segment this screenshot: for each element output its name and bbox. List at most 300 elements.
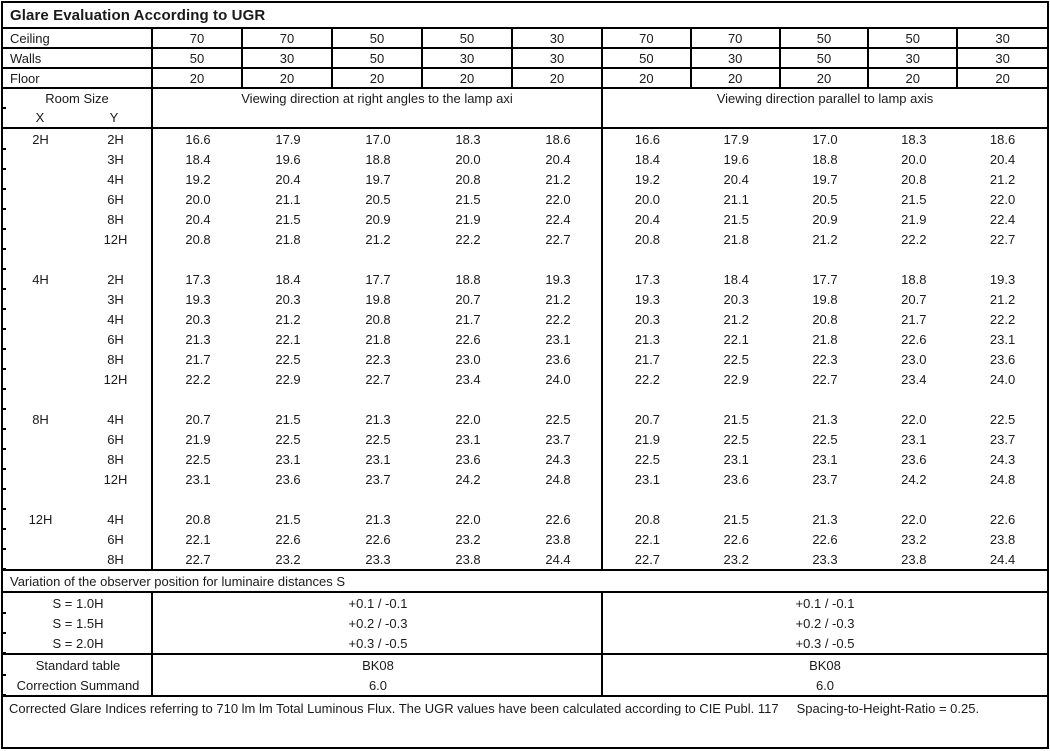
surface-label: Walls	[3, 49, 153, 67]
ugr-value-cell: 22.2	[634, 371, 661, 387]
ugr-value-cell: 20.8	[365, 311, 391, 327]
ugr-value-cell: 24.4	[989, 551, 1016, 567]
surface-value-cell: 50	[603, 49, 692, 67]
y-size-cell: 12H	[103, 371, 128, 387]
surface-value-cell: 20	[781, 69, 870, 87]
x-size-cell	[3, 549, 78, 569]
ugr-value-cell: 18.6	[989, 131, 1016, 147]
ugr-value-cell: 22.1	[185, 531, 211, 547]
ugr-value-cell: 20.0	[185, 191, 211, 207]
column-header-row	[3, 89, 1047, 129]
x-size-cell: 2H	[32, 131, 49, 147]
ugr-value-cell: 21.3	[812, 411, 838, 427]
x-size-cell	[3, 289, 78, 309]
ugr-value-cell: 19.6	[723, 151, 749, 167]
ugr-value-cell: 20.8	[185, 511, 211, 527]
ugr-value-cell: 24.2	[455, 471, 481, 487]
ugr-value-cell: 21.3	[634, 331, 661, 347]
ugr-table-row	[3, 269, 1047, 289]
ugr-value-cell: 23.7	[545, 431, 571, 447]
xy-axis-labels	[3, 108, 151, 127]
surface-label: Floor	[3, 69, 153, 87]
s-correction-left: +0.2 / -0.3	[348, 615, 408, 631]
ugr-value-cell: 21.9	[185, 431, 211, 447]
ugr-value-cell: 20.9	[812, 211, 838, 227]
ugr-value-cell: 21.2	[545, 291, 571, 307]
ugr-value-cell: 19.8	[812, 291, 838, 307]
surface-value-cell: 20	[153, 69, 243, 87]
ugr-value-cell: 23.2	[901, 531, 927, 547]
ugr-value-cell: 23.1	[989, 331, 1016, 347]
ugr-value-cell: 23.6	[455, 451, 481, 467]
ugr-table-row	[3, 429, 1047, 449]
ugr-value-cell: 23.4	[901, 371, 927, 387]
x-size-cell	[3, 369, 78, 389]
ugr-value-cell: 21.1	[723, 191, 749, 207]
ugr-value-cell: 22.5	[723, 351, 749, 367]
surface-value-cell: 20	[243, 69, 333, 87]
ugr-value-cell: 20.3	[723, 291, 749, 307]
y-size-cell: 4H	[107, 511, 124, 527]
ugr-value-cell: 23.1	[901, 431, 927, 447]
y-size-cell: 8H	[107, 551, 124, 567]
ugr-value-cell: 19.2	[185, 171, 211, 187]
observer-distance-row	[3, 593, 1047, 613]
ugr-value-cell: 21.7	[455, 311, 481, 327]
y-size-cell: 3H	[107, 291, 124, 307]
ugr-table-row	[3, 529, 1047, 549]
ugr-value-cell: 21.5	[275, 211, 301, 227]
ugr-value-cell: 21.5	[455, 191, 481, 207]
summary-value-left: 6.0	[368, 677, 388, 693]
x-size-cell	[3, 429, 78, 449]
ugr-value-cell: 23.2	[455, 531, 481, 547]
ugr-value-cell: 19.7	[365, 171, 391, 187]
ugr-value-cell: 21.5	[723, 411, 749, 427]
ugr-value-cell: 20.7	[455, 291, 481, 307]
y-size-cell: 4H	[107, 411, 124, 427]
surface-value-cell: 50	[333, 49, 423, 67]
x-size-cell: 4H	[32, 271, 49, 287]
spacer-row	[3, 389, 1047, 409]
ugr-value-cell: 20.3	[185, 311, 211, 327]
ugr-value-cell: 22.5	[275, 431, 301, 447]
s-correction-right: +0.3 / -0.5	[795, 635, 855, 651]
surface-value-cell: 70	[243, 29, 333, 47]
ugr-value-cell: 20.3	[634, 311, 661, 327]
ugr-value-cell: 17.7	[365, 271, 391, 287]
ugr-table-row	[3, 189, 1047, 209]
x-size-cell	[3, 329, 78, 349]
ugr-value-cell: 20.8	[455, 171, 481, 187]
surface-value-cell: 50	[333, 29, 423, 47]
ugr-value-cell: 20.8	[812, 311, 838, 327]
x-size-cell	[3, 529, 78, 549]
ugr-value-cell: 21.3	[812, 511, 838, 527]
ugr-value-cell: 23.1	[185, 471, 211, 487]
ugr-value-cell: 19.7	[812, 171, 838, 187]
variation-row: Variation of the observer position for luminaire distances S	[3, 569, 1047, 593]
observer-distance-row	[3, 633, 1047, 653]
viewing-right-angles-header: Viewing direction at right angles to the lamp axi	[153, 89, 603, 127]
ugr-value-cell: 24.8	[989, 471, 1016, 487]
y-size-cell: 6H	[107, 531, 124, 547]
ugr-value-cell: 21.2	[989, 291, 1016, 307]
ugr-value-cell: 23.4	[455, 371, 481, 387]
room-size-label: Room Size	[45, 91, 109, 106]
ugr-value-cell: 23.1	[634, 471, 661, 487]
ugr-value-cell: 23.2	[275, 551, 301, 567]
ugr-value-cell: 22.7	[812, 371, 838, 387]
ugr-value-cell: 23.8	[989, 531, 1016, 547]
ugr-value-cell: 20.8	[901, 171, 927, 187]
x-size-cell	[3, 349, 78, 369]
ugr-value-cell: 22.7	[365, 371, 391, 387]
s-distance-label: S = 1.5H	[52, 615, 104, 631]
ugr-table-row	[3, 469, 1047, 489]
summary-value-left: BK08	[362, 657, 394, 673]
ugr-value-cell: 23.3	[812, 551, 838, 567]
observer-distance-row	[3, 613, 1047, 633]
spacer-row	[3, 489, 1047, 509]
surface-value-cell: 70	[603, 29, 692, 47]
ugr-value-cell: 20.7	[185, 411, 211, 427]
ugr-value-cell: 21.3	[365, 511, 391, 527]
ugr-value-cell: 21.5	[723, 211, 749, 227]
ugr-value-cell: 23.3	[365, 551, 391, 567]
ugr-value-cell: 18.8	[365, 151, 391, 167]
ugr-value-cell: 21.8	[812, 331, 838, 347]
ugr-value-cell: 22.7	[634, 551, 661, 567]
ugr-value-cell: 20.7	[901, 291, 927, 307]
ugr-value-cell: 22.6	[275, 531, 301, 547]
summary-label: Standard table	[35, 657, 121, 673]
ugr-value-cell: 22.5	[634, 451, 661, 467]
ugr-table-row	[3, 329, 1047, 349]
ugr-value-cell: 22.6	[989, 511, 1016, 527]
ugr-value-cell: 21.8	[365, 331, 391, 347]
y-size-cell: 2H	[107, 271, 124, 287]
x-size-cell: 8H	[32, 411, 49, 427]
room-size-header	[3, 89, 153, 127]
ugr-value-cell: 23.6	[545, 351, 571, 367]
ugr-value-cell: 17.3	[185, 271, 211, 287]
ugr-table-row	[3, 149, 1047, 169]
ugr-value-cell: 22.3	[812, 351, 838, 367]
ugr-value-cell: 24.8	[545, 471, 571, 487]
ugr-value-cell: 22.1	[275, 331, 301, 347]
ugr-values-table	[3, 129, 1047, 569]
ugr-value-cell: 22.0	[545, 191, 571, 207]
ugr-table-row	[3, 309, 1047, 329]
ugr-value-cell: 18.8	[812, 151, 838, 167]
ugr-value-cell: 17.3	[634, 271, 661, 287]
surface-value-cell: 20	[692, 69, 781, 87]
ugr-value-cell: 22.5	[365, 431, 391, 447]
y-size-cell: 4H	[107, 311, 124, 327]
ugr-value-cell: 21.7	[185, 351, 211, 367]
surface-value-cell: 50	[423, 29, 513, 47]
ugr-value-cell: 20.0	[634, 191, 661, 207]
ugr-value-cell: 19.8	[365, 291, 391, 307]
ugr-table-row	[3, 369, 1047, 389]
ugr-value-cell: 22.0	[455, 511, 481, 527]
s-distance-label: S = 2.0H	[52, 635, 104, 651]
summary-value-right: 6.0	[815, 677, 835, 693]
ugr-value-cell: 19.3	[634, 291, 661, 307]
x-size-cell: 12H	[28, 511, 53, 527]
x-size-cell	[3, 149, 78, 169]
ugr-value-cell: 20.4	[545, 151, 571, 167]
ugr-value-cell: 22.0	[901, 411, 927, 427]
x-size-cell	[3, 469, 78, 489]
x-size-cell	[3, 309, 78, 329]
surface-value-cell: 20	[423, 69, 513, 87]
ugr-value-cell: 18.3	[901, 131, 927, 147]
spacer-row	[3, 249, 1047, 269]
ugr-value-cell: 22.7	[185, 551, 211, 567]
ugr-value-cell: 22.9	[723, 371, 749, 387]
y-axis-label: Y	[109, 110, 119, 125]
y-size-cell: 8H	[107, 211, 124, 227]
ugr-table-row	[3, 409, 1047, 429]
ugr-value-cell: 19.3	[545, 271, 571, 287]
s-correction-left: +0.3 / -0.5	[348, 635, 408, 651]
surface-value-cell: 20	[995, 70, 1010, 86]
ugr-value-cell: 23.0	[455, 351, 481, 367]
footer-note: Corrected Glare Indices referring to 710 lm lm Total Luminous Flux. The UGR values have been calculated according to CIE Publ. 117 Spacing-to-Height-Ratio = 0.25.	[9, 701, 980, 716]
ugr-value-cell: 21.3	[185, 331, 211, 347]
ugr-value-cell: 22.0	[989, 191, 1016, 207]
ugr-table-row	[3, 129, 1047, 149]
y-size-cell: 8H	[107, 451, 124, 467]
ugr-value-cell: 22.5	[185, 451, 211, 467]
ugr-value-cell: 21.5	[275, 411, 301, 427]
ugr-value-cell: 17.9	[275, 131, 301, 147]
ugr-value-cell: 22.4	[989, 211, 1016, 227]
ugr-value-cell: 20.0	[455, 151, 481, 167]
ugr-value-cell: 21.2	[365, 231, 391, 247]
ugr-value-cell: 20.4	[723, 171, 749, 187]
ugr-value-cell: 16.6	[634, 131, 661, 147]
ugr-value-cell: 22.0	[455, 411, 481, 427]
ugr-value-cell: 23.7	[989, 431, 1016, 447]
x-size-cell	[3, 209, 78, 229]
y-size-cell: 6H	[107, 431, 124, 447]
surface-value-cell: 50	[781, 29, 870, 47]
ugr-table-row	[3, 349, 1047, 369]
ugr-table-row	[3, 509, 1047, 529]
ugr-value-cell: 21.3	[365, 411, 391, 427]
y-size-cell: 12H	[103, 471, 128, 487]
s-correction-left: +0.1 / -0.1	[348, 595, 408, 611]
ugr-value-cell: 21.7	[901, 311, 927, 327]
summary-row	[3, 655, 1047, 675]
ugr-value-cell: 23.7	[812, 471, 838, 487]
ugr-value-cell: 22.0	[901, 511, 927, 527]
ugr-value-cell: 18.4	[634, 151, 661, 167]
ugr-value-cell: 16.6	[185, 131, 211, 147]
ugr-value-cell: 21.9	[634, 431, 661, 447]
ugr-value-cell: 21.9	[901, 211, 927, 227]
ugr-value-cell: 18.8	[455, 271, 481, 287]
y-size-cell: 4H	[107, 171, 124, 187]
y-size-cell: 2H	[107, 131, 124, 147]
ugr-value-cell: 20.5	[812, 191, 838, 207]
ugr-value-cell: 17.0	[812, 131, 838, 147]
surface-value-cell: 50	[869, 29, 958, 47]
ugr-value-cell: 22.5	[275, 351, 301, 367]
ugr-value-cell: 22.5	[812, 431, 838, 447]
y-size-cell: 8H	[107, 351, 124, 367]
ugr-value-cell: 23.1	[723, 451, 749, 467]
ugr-value-cell: 19.6	[275, 151, 301, 167]
ugr-value-cell: 17.7	[812, 271, 838, 287]
s-correction-right: +0.1 / -0.1	[795, 595, 855, 611]
ugr-value-cell: 17.0	[365, 131, 391, 147]
surface-value-cell: 70	[692, 29, 781, 47]
ugr-value-cell: 23.0	[901, 351, 927, 367]
ugr-value-cell: 18.8	[901, 271, 927, 287]
ugr-value-cell: 22.2	[989, 311, 1016, 327]
ugr-value-cell: 23.1	[455, 431, 481, 447]
ugr-value-cell: 21.9	[455, 211, 481, 227]
ugr-table-row	[3, 169, 1047, 189]
s-correction-right: +0.2 / -0.3	[795, 615, 855, 631]
surface-row	[3, 49, 1047, 69]
surface-value-cell: 20	[869, 69, 958, 87]
surface-row	[3, 69, 1047, 89]
ugr-value-cell: 22.4	[545, 211, 571, 227]
ugr-value-cell: 23.6	[723, 471, 749, 487]
x-size-cell	[3, 229, 78, 249]
ugr-value-cell: 22.1	[723, 331, 749, 347]
x-size-cell	[3, 169, 78, 189]
ugr-value-cell: 22.1	[634, 531, 661, 547]
ugr-value-cell: 21.5	[901, 191, 927, 207]
summary-value-right: BK08	[809, 657, 841, 673]
ugr-value-cell: 17.9	[723, 131, 749, 147]
ugr-value-cell: 20.4	[989, 151, 1016, 167]
observer-variation-rows	[3, 593, 1047, 655]
ugr-value-cell: 22.2	[455, 231, 481, 247]
ugr-value-cell: 21.2	[545, 171, 571, 187]
ugr-value-cell: 24.4	[545, 551, 571, 567]
ugr-value-cell: 22.6	[365, 531, 391, 547]
ugr-value-cell: 20.8	[634, 511, 661, 527]
ugr-value-cell: 24.0	[545, 371, 571, 387]
ugr-table-row	[3, 209, 1047, 229]
ugr-value-cell: 23.2	[723, 551, 749, 567]
ugr-value-cell: 22.2	[185, 371, 211, 387]
ugr-value-cell: 21.2	[812, 231, 838, 247]
surface-value-cell: 70	[153, 29, 243, 47]
surface-value-cell: 30	[869, 49, 958, 67]
ugr-value-cell: 20.3	[275, 291, 301, 307]
ugr-value-cell: 18.4	[185, 151, 211, 167]
y-size-cell: 12H	[103, 231, 128, 247]
ugr-value-cell: 22.6	[545, 511, 571, 527]
ugr-value-cell: 21.2	[275, 311, 301, 327]
ugr-value-cell: 18.3	[455, 131, 481, 147]
y-size-cell: 3H	[107, 151, 124, 167]
x-size-cell	[3, 189, 78, 209]
ugr-value-cell: 21.8	[275, 231, 301, 247]
ugr-value-cell: 22.3	[365, 351, 391, 367]
summary-label: Correction Summand	[16, 677, 140, 693]
ugr-value-cell: 23.8	[455, 551, 481, 567]
surface-value-cell: 30	[423, 49, 513, 67]
ugr-value-cell: 24.0	[989, 371, 1016, 387]
surface-reflectance-rows	[3, 29, 1047, 89]
surface-value-cell: 50	[781, 49, 870, 67]
ugr-report	[1, 1, 1049, 749]
ugr-value-cell: 22.6	[812, 531, 838, 547]
ugr-value-cell: 23.8	[901, 551, 927, 567]
surface-value-cell: 50	[153, 49, 243, 67]
summary-rows	[3, 655, 1047, 697]
ugr-value-cell: 24.3	[989, 451, 1016, 467]
ugr-value-cell: 19.3	[989, 271, 1016, 287]
ugr-value-cell: 20.8	[634, 231, 661, 247]
viewing-parallel-header: Viewing direction parallel to lamp axis	[716, 91, 934, 106]
surface-value-cell: 20	[333, 69, 423, 87]
ugr-value-cell: 21.1	[275, 191, 301, 207]
surface-value-cell: 20	[603, 69, 692, 87]
ugr-value-cell: 22.5	[989, 411, 1016, 427]
ugr-value-cell: 20.4	[275, 171, 301, 187]
ugr-value-cell: 24.3	[545, 451, 571, 467]
y-size-cell: 6H	[107, 191, 124, 207]
ugr-value-cell: 23.1	[275, 451, 301, 467]
ugr-value-cell: 23.1	[365, 451, 391, 467]
ugr-value-cell: 23.7	[365, 471, 391, 487]
ugr-value-cell: 23.1	[545, 331, 571, 347]
ugr-value-cell: 21.2	[989, 171, 1016, 187]
surface-value-cell: 30	[995, 50, 1010, 66]
ugr-value-cell: 22.6	[455, 331, 481, 347]
ugr-value-cell: 20.5	[365, 191, 391, 207]
ugr-value-cell: 20.8	[185, 231, 211, 247]
ugr-value-cell: 22.7	[989, 231, 1016, 247]
ugr-value-cell: 19.3	[185, 291, 211, 307]
ugr-table-row	[3, 449, 1047, 469]
x-axis-label: X	[35, 110, 45, 125]
surface-value-cell: 30	[513, 29, 603, 47]
ugr-value-cell: 23.8	[545, 531, 571, 547]
ugr-value-cell: 22.6	[723, 531, 749, 547]
ugr-value-cell: 22.2	[901, 231, 927, 247]
y-size-cell: 6H	[107, 331, 124, 347]
ugr-value-cell: 23.6	[989, 351, 1016, 367]
ugr-value-cell: 20.4	[185, 211, 211, 227]
ugr-value-cell: 21.8	[723, 231, 749, 247]
surface-label: Ceiling	[3, 29, 153, 47]
surface-value-cell: 30	[243, 49, 333, 67]
surface-row	[3, 29, 1047, 49]
ugr-value-cell: 18.6	[545, 131, 571, 147]
ugr-table-row	[3, 289, 1047, 309]
surface-value-cell: 30	[513, 49, 603, 67]
surface-value-cell: 20	[513, 69, 603, 87]
ugr-value-cell: 23.1	[812, 451, 838, 467]
ugr-value-cell: 20.7	[634, 411, 661, 427]
s-distance-label: S = 1.0H	[52, 595, 104, 611]
ugr-value-cell: 22.9	[275, 371, 301, 387]
ugr-value-cell: 20.4	[634, 211, 661, 227]
ugr-value-cell: 20.0	[901, 151, 927, 167]
ugr-value-cell: 22.2	[545, 311, 571, 327]
